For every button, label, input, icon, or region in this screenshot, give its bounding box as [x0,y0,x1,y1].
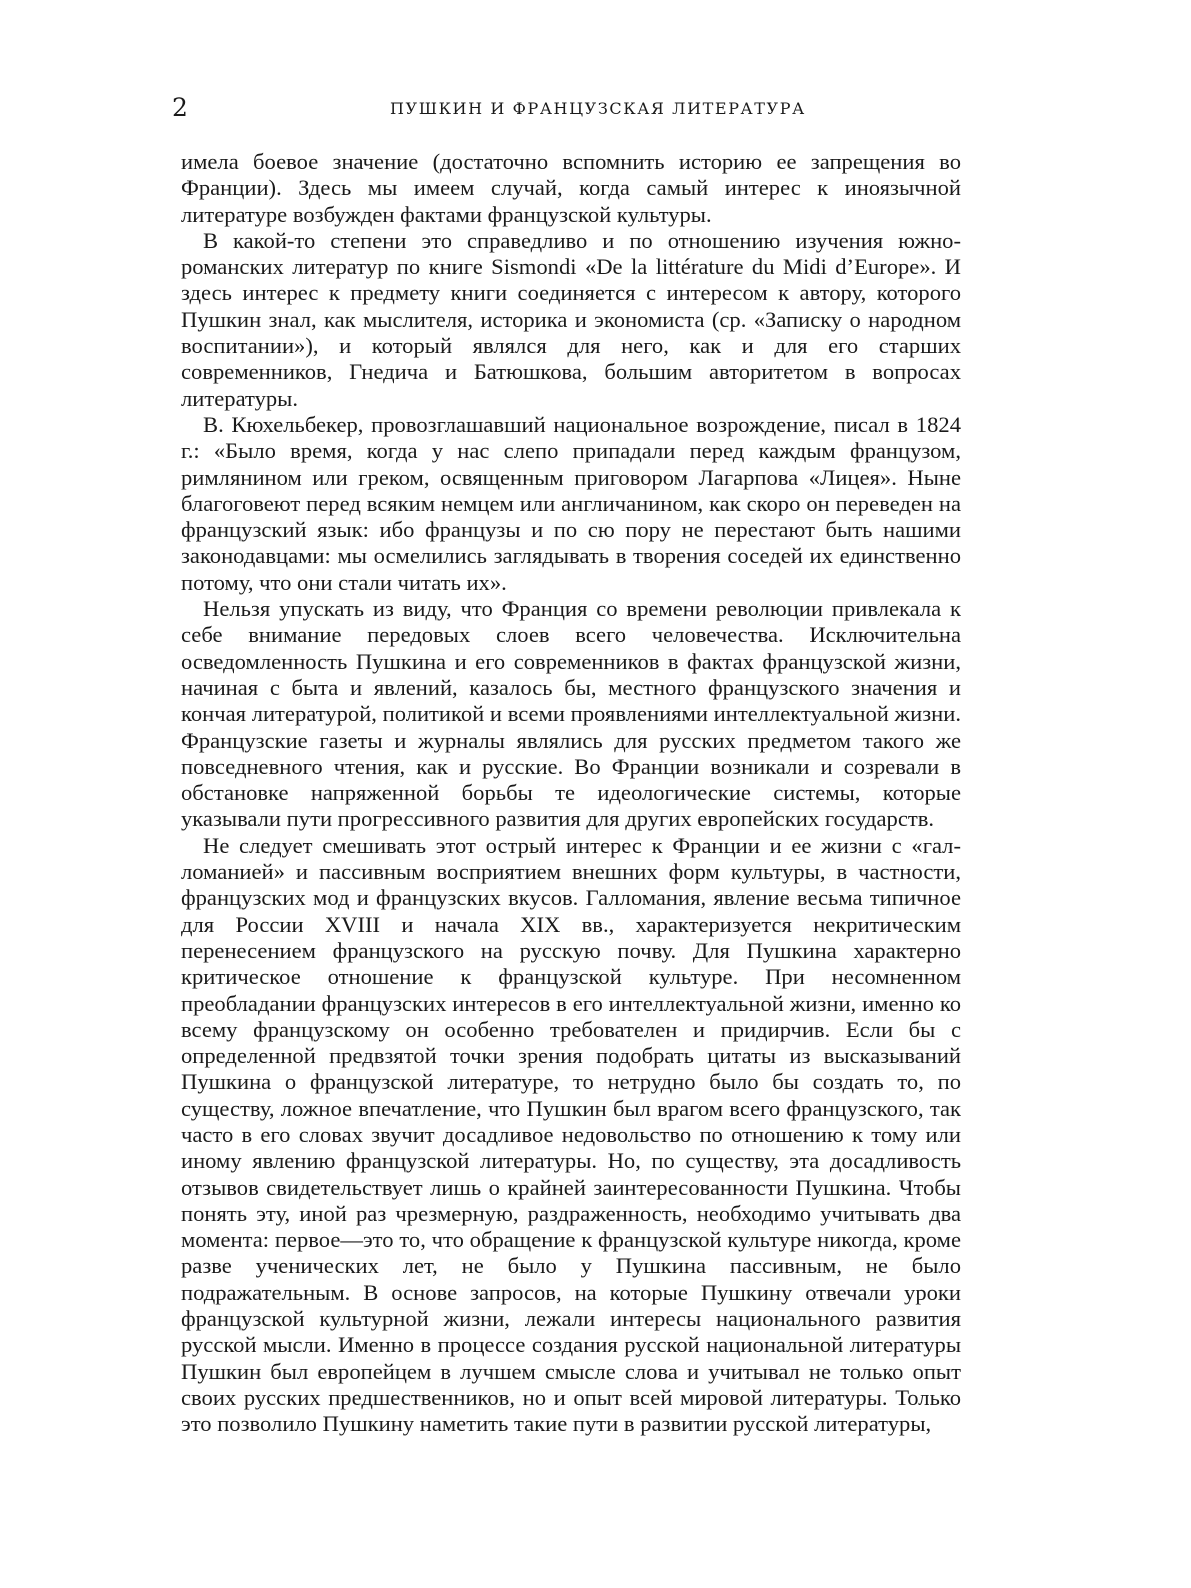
body-text [181,149,961,1438]
paragraph-continued: имела боевое значение (достаточно вспомнить историю ее запрещения во Франции). Здесь мы имеем случай, когда самый интерес к иноязычной литературе возбужден фактами французской культуры. [181,149,961,227]
running-head: ПУШКИН И ФРАНЦУЗСКАЯ ЛИТЕРАТУРА [390,99,806,118]
page-number: 2 [172,93,188,122]
paragraph-sismondi: В какой-то степени это справедливо и по отношению изучения южнороманских литератур по книге Sismondi «De la littérature du Midi d’Europe». И здесь интерес к предмету книги соединяется с интересом к автору, которого Пушкин знал, как мыслителя, историка и экономиста (ср. «Записку о народном воспитании»), и который являлся для него, как и для его старших современников, Гнедича и Батюшкова, большим авторитетом в вопросах литературы. [181,227,961,411]
paragraph-france-revolution: Нельзя упускать из виду, что Франция со времени революции привлекала к себе внимание передовых слоев всего человечества. Исключительна осведомленность Пушкина и его современников в фактах французской жизни, начиная с быта и явлений, казалось бы, местного французского значения и кончая литературой, политикой и всеми проявлениями интеллектуальной жизни. Французские газеты и журналы являлись для русских предметом такого же повседневного чтения, как и русские. Во Франции возникали и созревали в обстановке напряженной борьбы те идеологические системы, которые указывали пути прогрессивного развития для других европейских государств. [181,596,961,832]
paragraph-gallomania: Не следует смешивать этот острый интерес к Франции и ее жизни с «галломанией» и пассивным восприятием внешних форм культуры, в частности, французских мод и французских вкусов. Галломания, явление весьма типичное для России XVIII и начала XIX вв., характеризуется некритическим перенесением французского на русскую почву. Для Пушкина характерно критическое отношение к французской культуре. При несомненном преобладании французских интересов в его интеллектуальной жизни, именно ко всему французскому он особенно требователен и придирчив. Если бы с определенной предвзятой точки зрения подобрать цитаты из высказываний Пушкина о французской литературе, то нетрудно было бы создать то, по существу, ложное впечатление, что Пушкин был врагом всего французского, так часто в его словах звучит досадливое недовольство по отношению к тому или иному явлению французской литературы. Но, по существу, эта досадливость отзывов свидетельствует лишь о крайней заинтересованности Пушкина. Чтобы понять эту, иной раз чрезмерную, раздраженность, необходимо учитывать два момента: первое—это то, что обращение к французской культуре никогда, кроме разве ученических лет, не было у Пушкина пассивным, не было подражательным. В основе запросов, на которые Пушкину отвечали уроки французской культурной жизни, лежали интересы национального развития русской мысли. Именно в процессе создания русской национальной литературы Пушкин был европейцем в лучшем смысле слова и учитывал не только опыт своих русских предшественников, но и опыт всей мировой литературы. Только это позволило Пушкину наметить такие пути в развитии русской литературы, [181,832,961,1437]
paragraph-kuchelbecker: В. Кюхельбекер, провозглашавший национальное возрождение, писал в 1824 г.: «Было время, когда у нас слепо припадали перед каждым французом, римлянином или греком, освященным приговором Лагарпова «Лицея». Ныне благоговеют перед всяким немцем или англичанином, как скоро он переведен на французский язык: ибо французы и по сю пору не перестают быть нашими законодавцами: мы осмелились заглядывать в творения соседей их единственно потому, что они стали читать их». [181,411,961,595]
